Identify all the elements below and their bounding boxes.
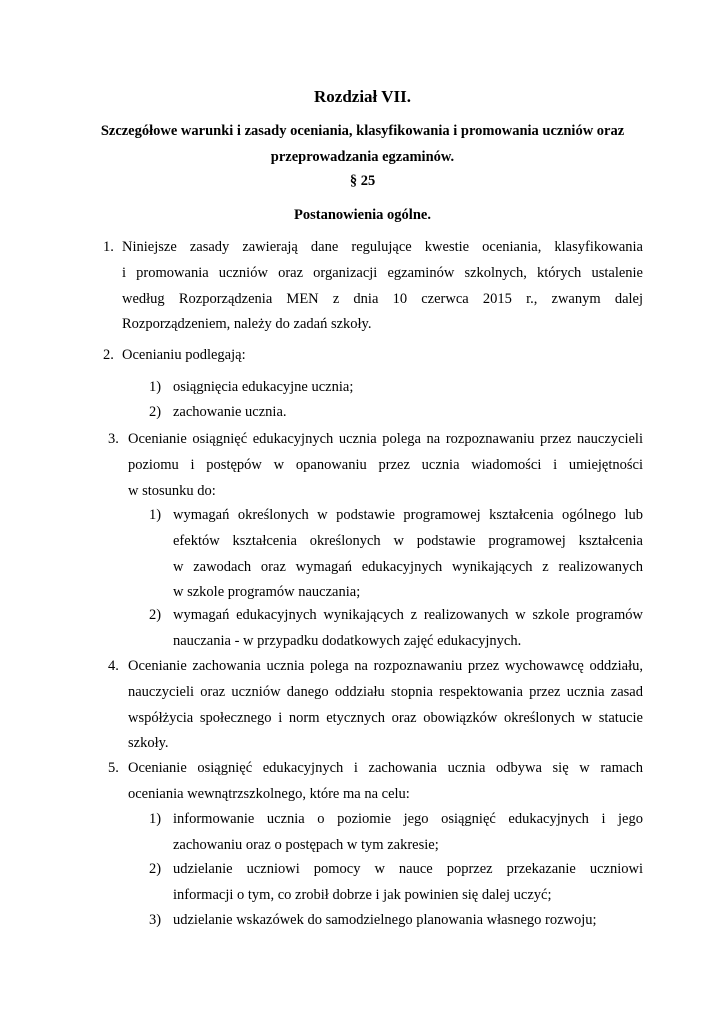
sub-item-number: 3) xyxy=(149,912,162,928)
list-item-number: 4. xyxy=(108,658,119,674)
list-item-number: 2. xyxy=(103,347,114,363)
list-item-line: Ocenianiu podlegają: xyxy=(122,347,246,363)
list-item-line: oceniania wewnątrzszkolnego, które ma na celu: xyxy=(128,785,410,802)
list-item-line: nauczycieli oraz uczniów danego oddziału stopnia respektowania przez ucznia zasad xyxy=(128,683,643,700)
list-item-line: Rozporządzeniem, należy do zadań szkoły. xyxy=(122,316,372,333)
list-item-line: Ocenianie osiągnięć edukacyjnych ucznia polega na rozpoznawaniu przez nauczycieli xyxy=(128,431,643,447)
sub-item-number: 2) xyxy=(149,607,162,623)
sub-item-line: udzielanie wskazówek do samodzielnego planowania własnego rozwoju; xyxy=(173,912,597,928)
list-item-line: Niniejsze zasady zawierają dane regulujące kwestie oceniania, klasyfikowania xyxy=(122,239,643,255)
sub-item-line: informowanie ucznia o poziomie jego osiągnięć edukacyjnych i jego xyxy=(173,811,643,827)
sub-item-line: w zawodach oraz wymagań edukacyjnych wynikających z realizowanych xyxy=(173,558,643,575)
sub-item-line: osiągnięcia edukacyjne ucznia; xyxy=(173,379,354,395)
sub-item-number: 1) xyxy=(149,811,162,827)
list-item-number: 3. xyxy=(108,431,119,447)
sub-item-line: zachowanie ucznia. xyxy=(173,404,287,420)
sub-item-number: 2) xyxy=(149,861,162,877)
chapter-title: Rozdział VII. xyxy=(314,87,411,106)
sub-item-line: wymagań edukacyjnych wynikających z realizowanych w szkole programów xyxy=(173,607,643,623)
list-item-number: 5. xyxy=(108,760,119,776)
list-item-line: współżycia społecznego i norm etycznych oraz obowiązków określonych w statucie xyxy=(128,709,643,726)
list-item-line: Ocenianie zachowania ucznia polega na rozpoznawaniu przez wychowawcę oddziału, xyxy=(128,658,643,674)
paragraph-sign: § 25 xyxy=(349,173,376,189)
list-item-line: według Rozporządzenia MEN z dnia 10 czerwca 2015 r., zwanym dalej xyxy=(122,290,643,307)
section-title: Postanowienia ogólne. xyxy=(294,207,431,223)
sub-item-number: 2) xyxy=(149,404,162,420)
sub-item-line: udzielanie uczniowi pomocy w nauce poprzez przekazanie uczniowi xyxy=(173,861,643,877)
sub-item-line: informacji o tym, co zrobił dobrze i jak powinien się dalej uczyć; xyxy=(173,886,552,903)
sub-item-number: 1) xyxy=(149,507,162,523)
sub-item-line: nauczania - w przypadku dodatkowych zajęć edukacyjnych. xyxy=(173,632,522,649)
list-item-line: szkoły. xyxy=(128,735,169,752)
sub-item-number: 1) xyxy=(149,379,162,395)
list-item-number: 1. xyxy=(103,239,114,255)
sub-item-line: w szkole programów nauczania; xyxy=(173,584,361,601)
sub-item-line: efektów kształcenia określonych w podstawie programowej kształcenia xyxy=(173,532,643,549)
sub-item-line: zachowaniu oraz o postępach w tym zakresie; xyxy=(173,836,439,853)
list-item-line: w stosunku do: xyxy=(128,482,216,499)
sub-item-line: wymagań określonych w podstawie programowej kształcenia ogólnego lub xyxy=(173,507,643,523)
subtitle-line-1: Szczegółowe warunki i zasady oceniania, klasyfikowania i promowania uczniów oraz xyxy=(100,123,625,139)
list-item-line: Ocenianie osiągnięć edukacyjnych i zachowania ucznia odbywa się w ramach xyxy=(128,760,643,776)
chapter-subtitle xyxy=(90,122,635,166)
list-item-line: i promowania uczniów oraz organizacji egzaminów szkolnych, których ustalenie xyxy=(122,264,643,281)
list-item-line: poziomu i postępów w opanowaniu przez ucznia wiadomości i umiejętności xyxy=(128,456,643,473)
subtitle-line-2: przeprowadzania egzaminów. xyxy=(270,148,455,165)
